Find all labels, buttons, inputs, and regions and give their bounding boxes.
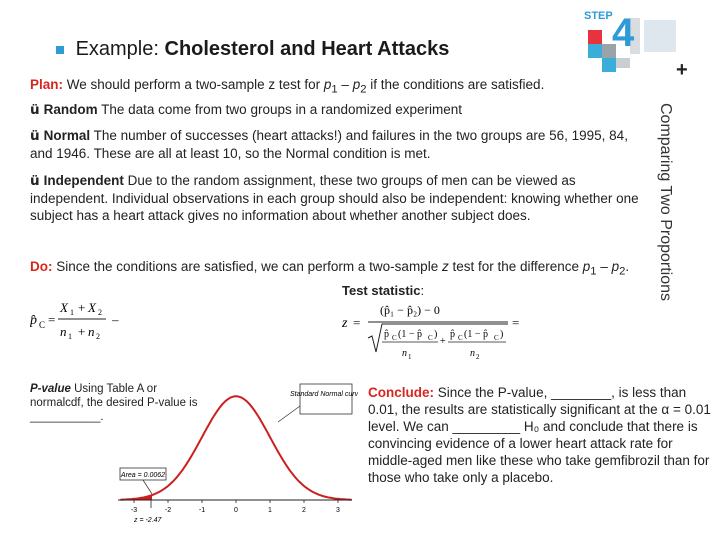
condition-label: Random — [43, 102, 98, 117]
test-statistic-formula — [340, 300, 530, 362]
tz-equals: = — [353, 315, 361, 330]
plan-sub2: 2 — [360, 83, 367, 96]
do-p1: p — [582, 259, 591, 274]
tz-close-1: ) — [434, 329, 438, 340]
check-icon: ü — [30, 102, 40, 118]
tick-label: 1 — [268, 507, 272, 514]
plan-text-b: if the conditions are satisfied. — [366, 77, 545, 92]
step-label: STEP — [584, 10, 613, 22]
side-tab-text: Comparing Two Proportions — [657, 102, 674, 302]
condition-random — [30, 101, 640, 119]
test-statistic-label — [342, 283, 424, 298]
tz-close-2: ) — [500, 329, 504, 340]
tick-label: -3 — [130, 507, 138, 514]
do-period: . — [625, 259, 630, 274]
condition-independent — [30, 172, 645, 224]
tick-label: 2 — [302, 507, 306, 514]
plus-icon: + — [676, 59, 688, 76]
tz-n1-sub: 1 — [408, 353, 412, 361]
do-text-b: test for the difference — [448, 259, 583, 274]
plan-label: Plan: — [30, 77, 64, 92]
callout-area-pointer — [143, 480, 152, 494]
condition-label: Normal — [43, 128, 91, 143]
formula-n2: n — [88, 324, 95, 339]
formula-plus: + — [78, 300, 86, 315]
tz-phat-2: p̂ — [450, 329, 455, 340]
plan-p2: p — [352, 77, 361, 92]
pooled-formula — [30, 296, 140, 346]
plan-dash: – — [337, 77, 353, 92]
plan-section — [30, 76, 640, 99]
tz-n1: n — [402, 348, 407, 359]
curve-ticks — [131, 500, 340, 514]
test-statistic-colon: : — [420, 283, 425, 298]
slide-title — [56, 38, 449, 61]
tz-one-minus-2: (1 − p̂ — [464, 329, 488, 340]
do-p2: p — [611, 259, 620, 274]
plan-sub1: 1 — [331, 83, 338, 96]
tz-numerator: (p̂₁ − p̂₂) − 0 — [380, 303, 440, 317]
conclusion-section — [368, 384, 713, 486]
plan-p1: p — [323, 77, 332, 92]
conclusion-label: Conclude: — [368, 385, 434, 400]
formula-x1: X — [60, 300, 68, 315]
condition-text: The number of successes (heart attacks!) and failures in the two groups are 56, 1995, 84, and 1946. These are all at least 10, so the Normal condition is met. — [30, 128, 628, 161]
condition-normal — [30, 127, 645, 162]
do-dash: – — [596, 259, 612, 274]
tz-one-minus-1: (1 − p̂ — [398, 329, 422, 340]
formula-equals: = — [48, 312, 56, 327]
do-sub2: 2 — [619, 265, 626, 278]
do-sub1: 1 — [590, 265, 597, 278]
step-number: 4 — [612, 11, 635, 55]
step-logo — [582, 6, 692, 76]
condition-label: Independent — [43, 173, 124, 188]
formula-n2-sub: 2 — [96, 332, 100, 341]
bullet-icon — [56, 46, 64, 54]
tz-phat-1: p̂ — [384, 329, 389, 340]
do-text-a: Since the conditions are satisfied, we can perform a two-sample — [56, 259, 442, 274]
formula-plus-2: + — [78, 324, 86, 339]
test-statistic-text: Test statistic — [342, 283, 421, 298]
tick-label: -1 — [198, 507, 206, 514]
condition-text: Due to the random assignment, these two groups of men can be viewed as independent. Individual observations in each group should also be independent: knowing whether one subject has a heart attack gives no information about whether another subject does. — [30, 173, 639, 223]
formula-trailing-dash: – — [112, 312, 119, 327]
callout-normal-text: Standard Normal curve — [290, 391, 358, 398]
check-icon: ü — [30, 128, 40, 144]
formula-n1-sub: 1 — [68, 332, 72, 341]
title-prefix: Example: — [75, 38, 159, 60]
tz-sub-c-4: C — [494, 334, 499, 342]
formula-phat: p̂ — [30, 313, 37, 328]
callout-area-text: Area = 0.0062 — [120, 472, 166, 479]
title-text: Cholesterol and Heart Attacks — [164, 38, 450, 60]
conclusion-text: Since the P-value, ________, is less than 0.01, the results are statistically significant at the α = 0.01 level. We can _________ H₀ and conclude that there is convincing evidence of a lower heart attack rate for middle-aged men like these who take gemfibrozil than for those who take only a placebo. — [368, 385, 711, 485]
tz-sub-c-2: C — [428, 334, 433, 342]
tick-label: 3 — [336, 507, 340, 514]
tz-equals-2: = — [512, 315, 520, 330]
tz-n2: n — [470, 348, 475, 359]
z-label: z = -2.47 — [134, 517, 162, 524]
tick-label: 0 — [234, 507, 238, 514]
formula-x2-sub: 2 — [98, 308, 102, 317]
tz-sub-c-1: C — [392, 334, 397, 342]
callout-normal-pointer — [278, 406, 300, 422]
tz-plus: + — [440, 336, 446, 347]
do-label: Do: — [30, 259, 53, 274]
tz-n2-sub: 2 — [476, 353, 480, 361]
side-tab — [640, 80, 690, 325]
formula-n1: n — [60, 324, 67, 339]
check-icon: ü — [30, 173, 40, 189]
do-section — [30, 258, 630, 281]
tz-z: z — [342, 316, 348, 331]
formula-sub-c: C — [39, 320, 46, 330]
callout-normal-box — [300, 384, 352, 414]
pvalue-text: Using Table A or normalcdf, the desired P-value is ___________. — [30, 383, 198, 423]
formula-x2: X — [88, 300, 96, 315]
step-logo-graphic — [582, 6, 692, 76]
tz-sub-c-3: C — [458, 334, 463, 342]
pvalue-label: P-value — [30, 383, 71, 395]
formula-x1-sub: 1 — [70, 308, 74, 317]
tick-label: -2 — [164, 507, 172, 514]
plan-text-a: We should perform a two-sample z test for — [66, 77, 324, 92]
do-z: z — [441, 259, 449, 274]
normal-curve-figure — [112, 376, 358, 526]
condition-text: The data come from two groups in a randomized experiment — [97, 102, 463, 117]
